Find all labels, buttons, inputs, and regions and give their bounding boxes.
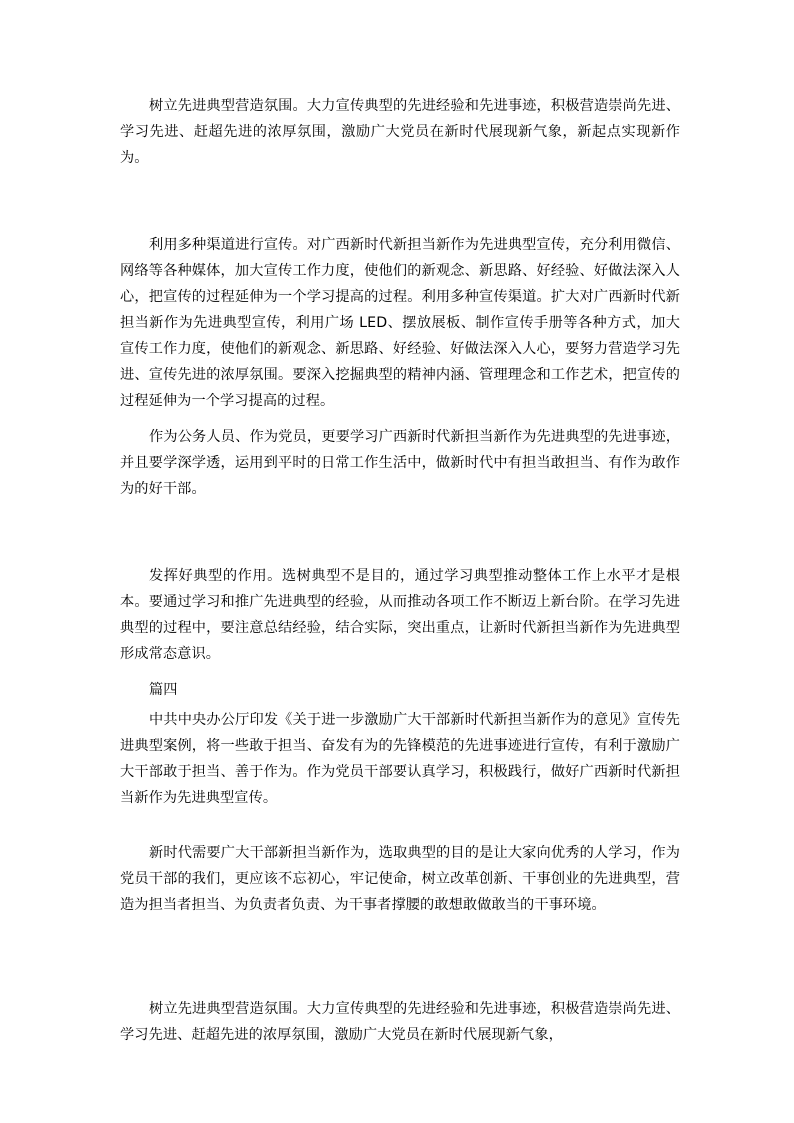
paragraph-5: 中共中央办公厅印发《关于进一步激励广大干部新时代新担当新作为的意见》宣传先进典型案例，将一些敢于担当、奋发有为的先锋模范的先进事迹进行宣传，有利于激励广大干部敢于担当、善于作为。作为党员干部要认真学习，积极践行，做好广西新时代新担当新作为先进典型宣传。 <box>120 712 680 806</box>
paragraph-7: 树立先进典型营造氛围。大力宣传典型的先进经验和先进事迹，积极营造崇尚先进、学习先进、赶超先进的浓厚氛围，激励广大党员在新时代展现新气象， <box>120 1001 680 1043</box>
paragraph-3: 作为公务人员、作为党员，更要学习广西新时代新担当新作为先进典型的先进事迹，并且要学深学透，运用到平时的日常工作生活中，做新时代中有担当敢担当、有作为敢作为的好干部。 <box>120 429 680 497</box>
paragraph-2: 利用多种渠道进行宣传。对广西新时代新担当新作为先进典型宣传，充分利用微信、网络等各种媒体，加大宣传工作力度，使他们的新观念、新思路、好经验、好做法深入人心，把宣传的过程延伸为一个学习提高的过程。利用多种宣传渠道。扩大对广西新时代新担当新作为先进典型宣传，利用广场 LED、摆放展板、制作宣传手册等各种方式，加大宣传工作力度，使他们的新观念、新思路、好经验、好做法深入人心，要努力营造学习先进、宣传先进的浓厚氛围。要深入挖掘典型的精神内涵、管理理念和工作艺术，把宣传的过程延伸为一个学习提高的过程。 <box>120 237 680 409</box>
paragraph-4: 发挥好典型的作用。选树典型不是目的，通过学习典型推动整体工作上水平才是根本。要通过学习和推广先进典型的经验，从而推动各项工作不断迈上新台阶。在学习先进典型的过程中，要注意总结经验，结合实际，突出重点，让新时代新担当新作为先进典型形成常态意识。 <box>120 568 680 662</box>
section-heading: 篇四 <box>149 682 178 698</box>
paragraph-6: 新时代需要广大干部新担当新作为，选取典型的目的是让大家向优秀的人学习，作为党员干部的我们，更应该不忘初心，牢记使命，树立改革创新、干事创业的先进典型，营造为担当者担当、为负责者负责、为干事者撑腰的敢想敢做敢当的干事环境。 <box>120 845 680 913</box>
paragraph-1: 树立先进典型营造氛围。大力宣传典型的先进经验和先进事迹，积极营造崇尚先进、学习先进、赶超先进的浓厚氛围，激励广大党员在新时代展现新气象，新起点实现新作为。 <box>120 98 680 166</box>
